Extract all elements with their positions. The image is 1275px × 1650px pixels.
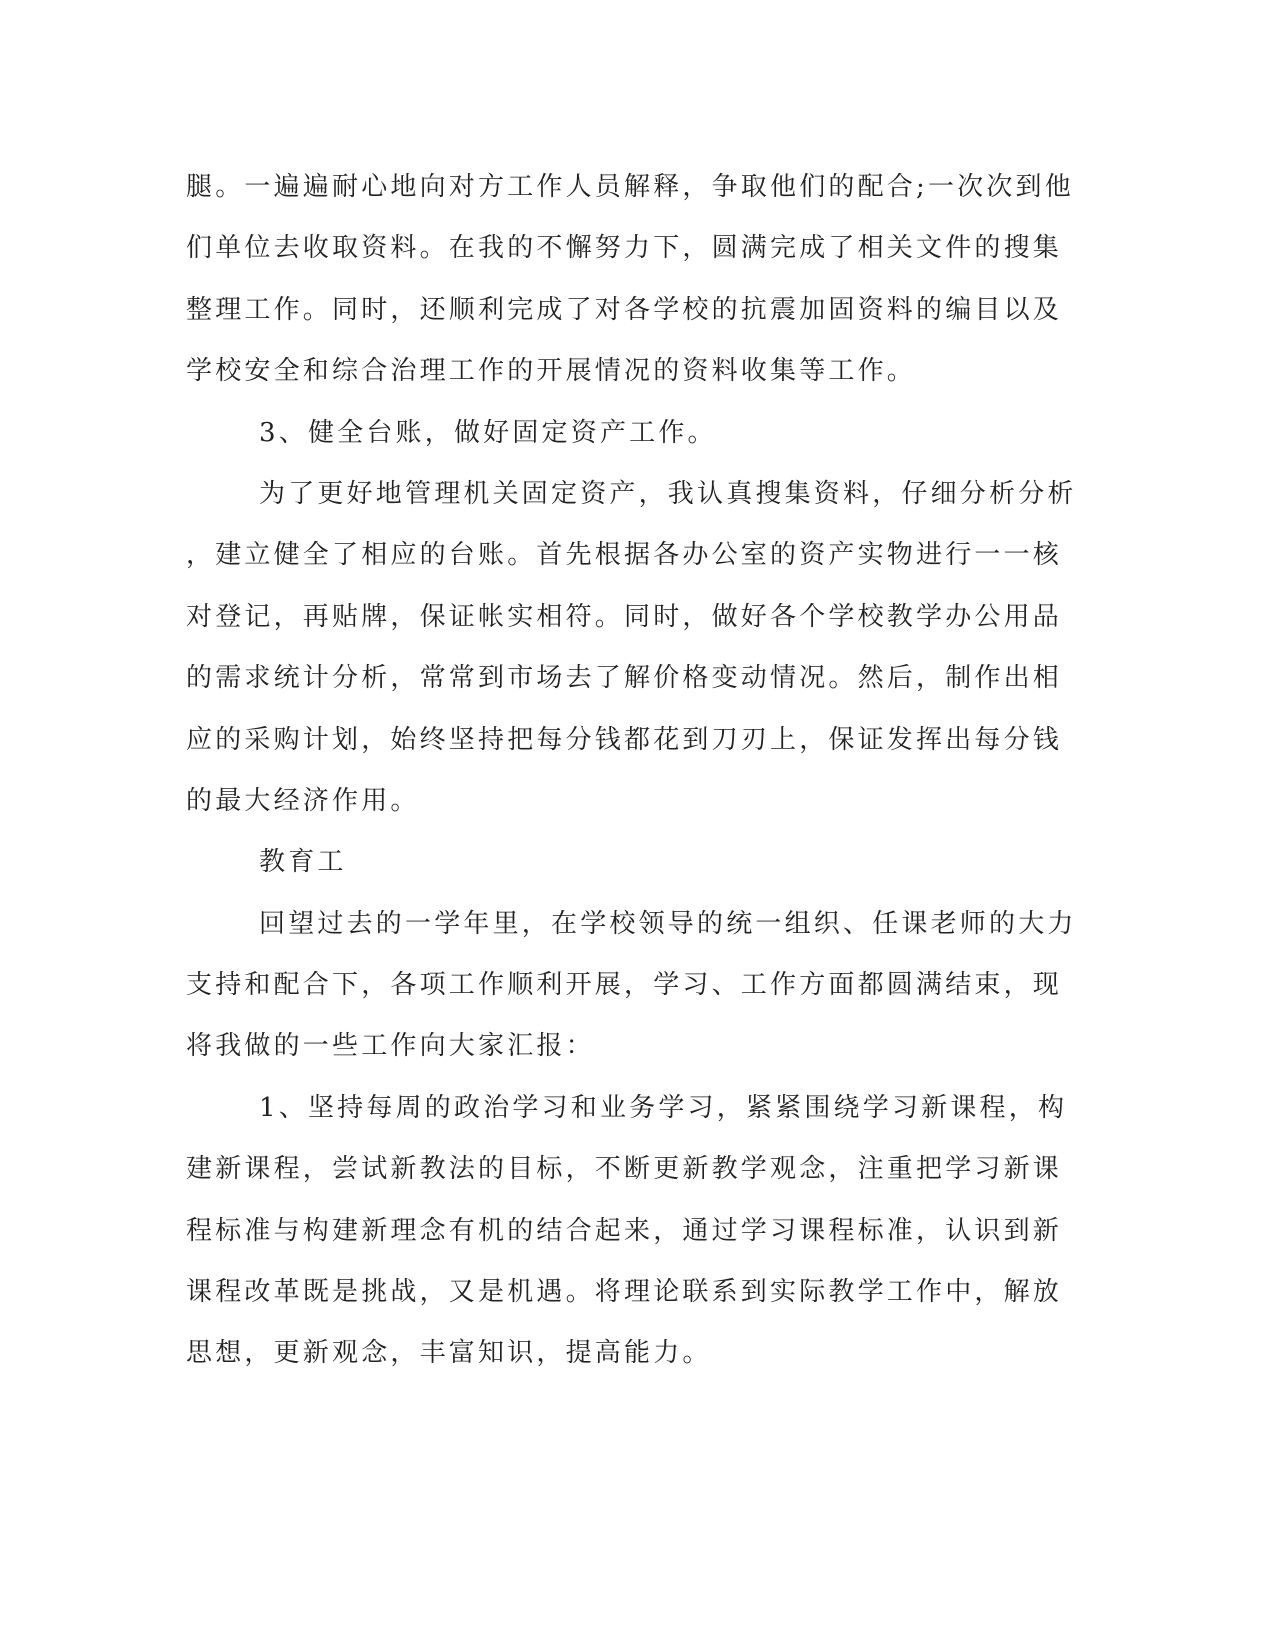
text-line: 思想，更新观念，丰富知识，提高能力。 — [186, 1338, 712, 1369]
text-line: 腿。一遍遍耐心地向对方工作人员解释，争取他们的配合;一次次到他 — [186, 172, 1074, 202]
text-line: 建新课程，尝试新教法的目标，不断更新教学观念，注重把学习新课 — [186, 1154, 1063, 1185]
text-line: 的最大经济作用。 — [186, 785, 420, 816]
text-line: 课程改革既是挑战，又是机遇。将理论联系到实际教学工作中，解放 — [186, 1277, 1063, 1308]
text-line: ，建立健全了相应的台账。首先根据各办公室的资产实物进行一一核 — [186, 540, 1063, 571]
text-line: 应的采购计划，始终坚持把每分钱都花到刀刃上，保证发挥出每分钱 — [186, 724, 1063, 755]
text-line: 对登记，再贴牌，保证帐实相符。同时，做好各个学校教学办公用品 — [186, 601, 1063, 632]
document-body — [186, 157, 1076, 1385]
text-line: 将我做的一些工作向大家汇报： — [186, 1031, 595, 1062]
text-line: 们单位去收取资料。在我的不懈努力下，圆满完成了相关文件的搜集 — [186, 233, 1063, 264]
text-line: 支持和配合下，各项工作顺利开展，学习、工作方面都圆满结束，现 — [186, 970, 1063, 1001]
text-line: 的需求统计分析，常常到市场去了解价格变动情况。然后，制作出相 — [186, 663, 1063, 694]
paragraph-first-line: 教育工 — [259, 847, 347, 878]
paragraph-first-line: 1、坚持每周的政治学习和业务学习，紧紧围绕学习新课程，构 — [259, 1092, 1068, 1123]
paragraph-first-line: 为了更好地管理机关固定资产，我认真搜集资料，仔细分析分析 — [259, 478, 1077, 509]
text-line: 整理工作。同时，还顺利完成了对各学校的抗震加固资料的编目以及 — [186, 294, 1063, 325]
paragraph-first-line: 3、健全台账，做好固定资产工作。 — [259, 417, 717, 448]
paragraph-first-line: 回望过去的一学年里，在学校领导的统一组织、任课老师的大力 — [259, 908, 1077, 939]
text-line: 程标准与构建新理念有机的结合起来，通过学习课程标准，认识到新 — [186, 1215, 1063, 1246]
text-line: 学校安全和综合治理工作的开展情况的资料收集等工作。 — [186, 356, 917, 387]
